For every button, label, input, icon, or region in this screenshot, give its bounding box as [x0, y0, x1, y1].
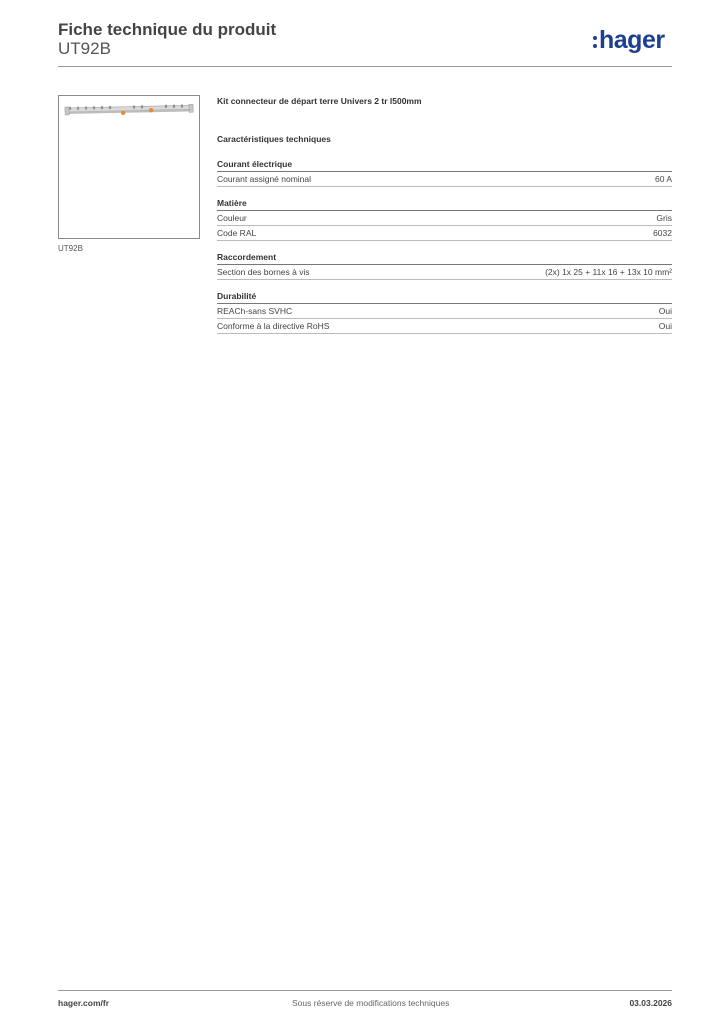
group-title: Courant électrique: [217, 159, 293, 169]
spec-row: [217, 265, 672, 280]
page-title: Fiche technique du produit: [58, 20, 277, 39]
spec-value: (2x) 1x 25 + 11x 16 + 13x 10 mm²: [545, 267, 672, 277]
product-code: UT92B: [58, 39, 111, 58]
spec-label: Courant assigné nominal: [217, 174, 312, 184]
image-caption: UT92B: [58, 244, 83, 253]
spec-value: 6032: [653, 228, 672, 238]
spec-group-matiere: [217, 197, 672, 241]
spec-value: Gris: [656, 213, 672, 223]
product-photo: [59, 96, 199, 238]
spec-row: [217, 211, 672, 226]
section-heading: Caractéristiques techniques: [217, 134, 331, 144]
spec-label: Conforme à la directive RoHS: [217, 321, 330, 331]
group-title: Matière: [217, 198, 247, 208]
spec-row: [217, 172, 672, 187]
group-title: Raccordement: [217, 252, 277, 262]
footer-divider: [58, 990, 672, 991]
spec-group-durabilite: [217, 290, 672, 334]
spec-group-raccordement: [217, 251, 672, 280]
logo-dots-icon: [593, 36, 597, 48]
spec-value: Oui: [658, 306, 672, 316]
footer-website-link[interactable]: hager.com/fr: [58, 998, 110, 1008]
footer-date: 03.03.2026: [629, 998, 672, 1008]
spec-row: [217, 304, 672, 319]
spec-label: Couleur: [217, 213, 247, 223]
product-image-frame: [58, 95, 200, 239]
spec-label: Code RAL: [217, 228, 257, 238]
spec-label: REACh-sans SVHC: [217, 306, 293, 316]
spec-row: [217, 319, 672, 334]
header-divider: [58, 66, 672, 67]
group-title: Durabilité: [217, 291, 257, 301]
spec-row: [217, 226, 672, 241]
spec-value: Oui: [658, 321, 672, 331]
product-description: Kit connecteur de départ terre Univers 2 tr l500mm: [217, 96, 422, 106]
product-details: [217, 96, 672, 344]
footer-notice: Sous réserve de modifications techniques: [292, 998, 450, 1008]
spec-value: 60 A: [654, 174, 672, 184]
hager-logo[interactable]: [593, 27, 665, 53]
logo-text: hager: [599, 25, 665, 54]
spec-label: Section des bornes à vis: [217, 267, 310, 277]
spec-group-courant: [217, 158, 672, 187]
